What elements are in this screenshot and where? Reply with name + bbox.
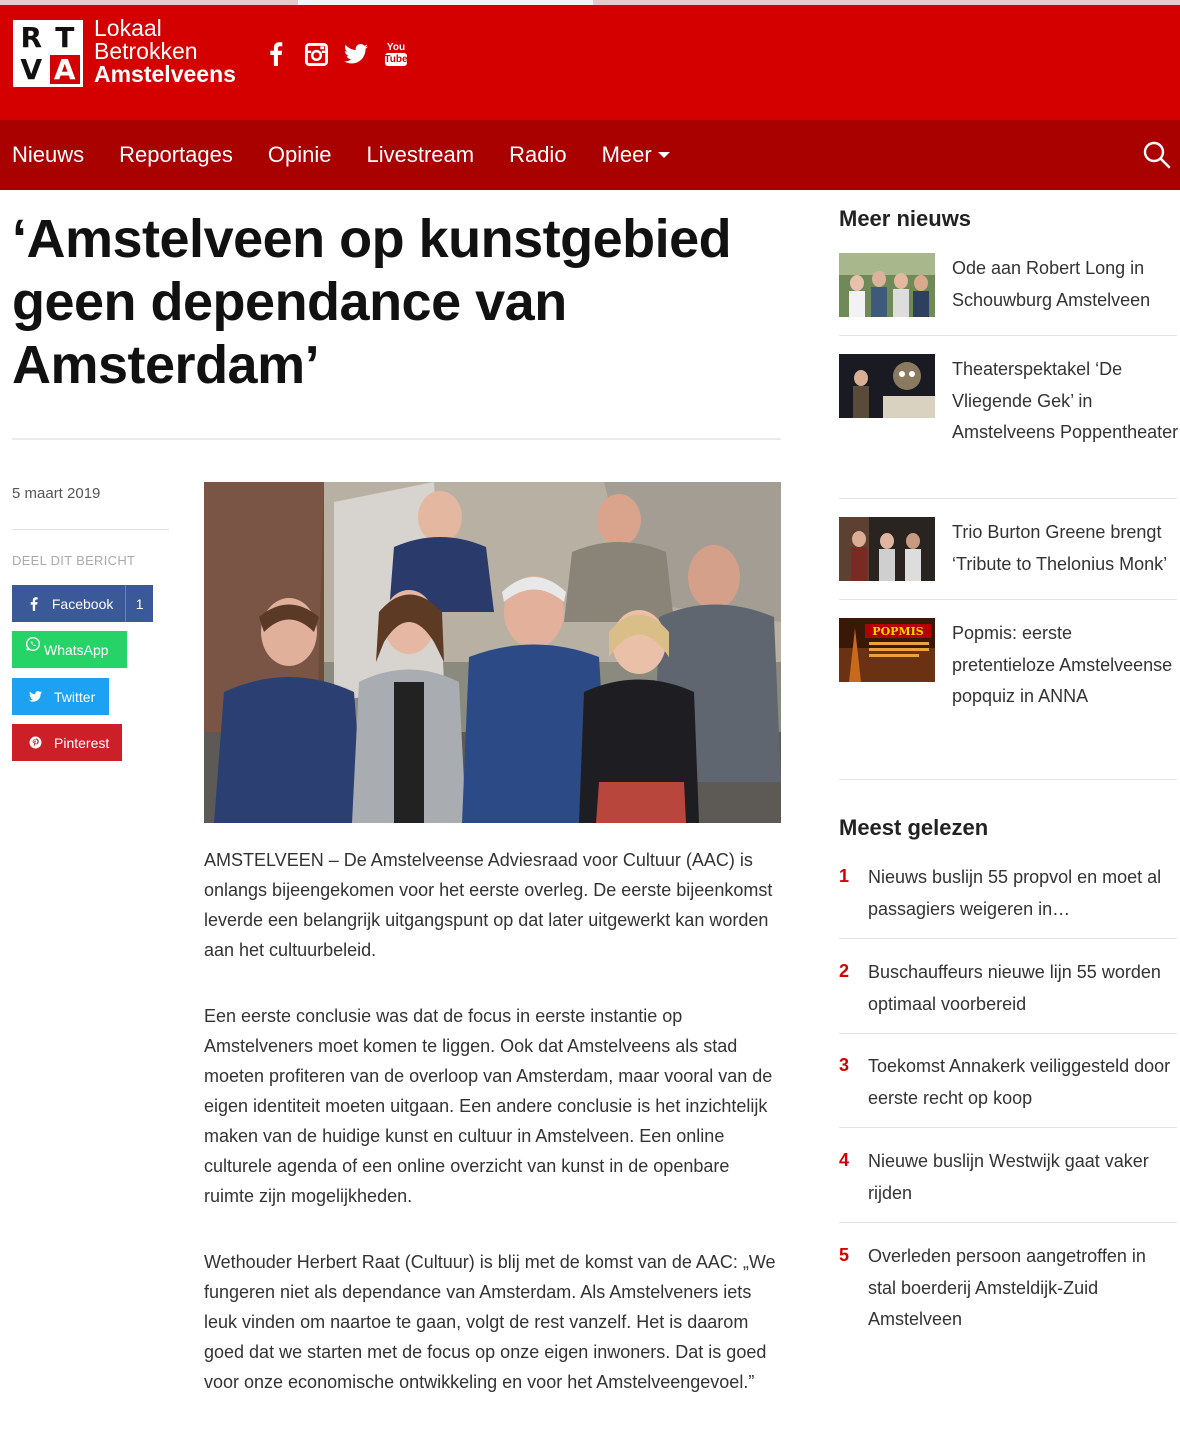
logo-line-2: Betrokken	[94, 38, 198, 64]
article-photo	[204, 482, 781, 823]
share-whatsapp-label: WhatsApp	[44, 641, 109, 658]
youtube-tube-text: Tube	[384, 54, 408, 65]
instagram-icon[interactable]	[303, 41, 329, 67]
share-whatsapp-button[interactable]	[12, 631, 127, 668]
most-read-title[interactable]: Nieuws buslijn 55 propvol en moet al passagiers weigeren in…	[868, 867, 1162, 919]
facebook-icon	[22, 597, 46, 611]
most-read-divider	[839, 1127, 1177, 1128]
social-links	[263, 41, 409, 67]
share-facebook-count: 1	[125, 585, 153, 622]
meer-nieuws-title[interactable]: Ode aan Robert Long in Schouwburg Amstelveen	[952, 258, 1151, 310]
meer-nieuws-thumbnail[interactable]	[839, 253, 935, 317]
article-title: ‘Amstelveen op kunstgebied geen dependance van Amsterdam’	[12, 209, 732, 395]
meer-nieuws-item[interactable]	[839, 517, 1177, 587]
logo-line-1: Lokaal	[94, 15, 162, 41]
meer-nieuws-title[interactable]: Trio Burton Greene brengt ‘Tribute to Thelonius Monk’	[952, 522, 1168, 574]
meest-gelezen-heading: Meest gelezen	[839, 815, 989, 840]
nav-item-meer[interactable]	[602, 142, 670, 168]
most-read-rank: 5	[839, 1245, 850, 1265]
meer-nieuws-thumbnail[interactable]	[839, 618, 935, 682]
article-paragraph-3: Wethouder Herbert Raat (Cultuur) is blij met de komst van de AAC: „We fungeren niet als dependance van Amsterdam. Als Amstelveners iets leuk vinden om naartoe te gaan, volgt de rest vanzelf. Het is daarom goed dat we starten met de focus op onze eigen inwoners. Dat is goed voor onze economische ontwikkeling en voor het Amstelveengevoel.”	[204, 1252, 776, 1392]
caret-down-icon	[658, 151, 670, 159]
meer-nieuws-divider	[839, 498, 1177, 499]
article-paragraph-2: Een eerste conclusie was dat de focus in eerste instantie op Amstelveners moet komen te liggen. Ook dat Amstelveens als stad moeten profiteren van de overloop van Amsterdam, maar vooral van de eigen identiteit moeten uitgaan. Een andere conclusie is het inzichtelijk maken van de huidige kunst en cultuur in Amstelveen. Een online culturele agenda of een online overzicht van kunst in de openbare ruimte zijn mogelijkheden.	[204, 1006, 773, 1206]
article-paragraph-1: AMSTELVEEN – De Amstelveense Adviesraad voor Cultuur (AAC) is onlangs bijeengekomen voor het eerste overleg. De eerste bijeenkomst leverde een belangrijk uitgangspunt op dat later uitgewerkt kan worden aan het cultuurbeleid.	[204, 850, 773, 960]
most-read-rank: 1	[839, 866, 850, 886]
meer-nieuws-title[interactable]: Popmis: eerste pretentieloze Amstelveense popquiz in ANNA	[952, 623, 1173, 706]
share-twitter-label: Twitter	[54, 688, 96, 705]
meer-nieuws-thumbnail[interactable]	[839, 517, 935, 581]
whatsapp-icon	[24, 636, 42, 652]
meer-nieuws-title[interactable]: Theaterspektakel ‘De Vliegende Gek’ in Amstelveens Poppentheater	[952, 359, 1179, 442]
logo-letter-a: A	[50, 55, 81, 84]
most-read-title[interactable]: Buschauffeurs nieuwe lijn 55 worden optimaal voorbereid	[868, 962, 1161, 1014]
meer-nieuws-divider	[839, 779, 1177, 780]
logo-letter-t: T	[50, 23, 81, 52]
youtube-icon[interactable]	[383, 41, 409, 67]
twitter-icon	[22, 691, 48, 702]
rtva-logo[interactable]	[13, 20, 83, 87]
share-label: DEEL DIT BERICHT	[12, 553, 136, 568]
title-divider	[12, 438, 781, 440]
most-read-divider	[839, 938, 1177, 939]
most-read-rank: 3	[839, 1055, 850, 1075]
nav-item-opinie[interactable]: Opinie	[267, 142, 332, 167]
twitter-icon[interactable]	[343, 41, 369, 67]
most-read-title[interactable]: Nieuwe buslijn Westwijk gaat vaker rijden	[868, 1151, 1149, 1203]
most-read-divider	[839, 1033, 1177, 1034]
youtube-you-text: You	[386, 42, 406, 53]
meer-nieuws-thumbnail[interactable]	[839, 354, 935, 418]
nav-item-radio[interactable]: Radio	[509, 142, 567, 167]
date-divider	[12, 529, 169, 530]
site-header	[0, 5, 1180, 120]
share-facebook-button[interactable]	[12, 585, 153, 622]
share-facebook-label: Facebook	[51, 595, 114, 612]
logo-line-3: Amstelveens	[94, 61, 236, 87]
logo-tagline[interactable]	[94, 17, 236, 86]
search-icon[interactable]	[1142, 140, 1172, 170]
share-pinterest-button[interactable]	[12, 724, 122, 761]
meer-nieuws-divider	[839, 335, 1177, 336]
main-nav	[0, 120, 1180, 190]
pinterest-icon	[22, 736, 48, 749]
meer-nieuws-heading: Meer nieuws	[839, 206, 972, 231]
nav-item-nieuws[interactable]: Nieuws	[12, 142, 85, 167]
most-read-title[interactable]: Toekomst Annakerk veiliggesteld door eerste recht op koop	[868, 1056, 1171, 1108]
most-read-rank: 4	[839, 1150, 850, 1170]
article-date: 5 maart 2019	[12, 485, 101, 502]
nav-item-livestream[interactable]: Livestream	[366, 142, 475, 167]
logo-letter-v: V	[16, 55, 47, 84]
most-read-divider	[839, 1222, 1177, 1223]
meer-nieuws-item[interactable]	[839, 618, 1177, 748]
nav-meer-label: Meer	[601, 142, 652, 167]
logo-letter-r: R	[16, 23, 47, 52]
popmis-badge-text: POPMIS	[872, 625, 924, 638]
share-twitter-button[interactable]	[12, 678, 109, 715]
meer-nieuws-item[interactable]	[839, 354, 1177, 484]
most-read-title[interactable]: Overleden persoon aangetroffen in stal boerderij Amsteldijk-Zuid Amstelveen	[868, 1246, 1146, 1329]
nav-item-reportages[interactable]: Reportages	[119, 142, 233, 167]
meer-nieuws-divider	[839, 599, 1177, 600]
facebook-icon[interactable]	[263, 41, 289, 67]
share-pinterest-label: Pinterest	[54, 734, 110, 751]
most-read-rank: 2	[839, 961, 850, 981]
meer-nieuws-item[interactable]	[839, 253, 1177, 323]
